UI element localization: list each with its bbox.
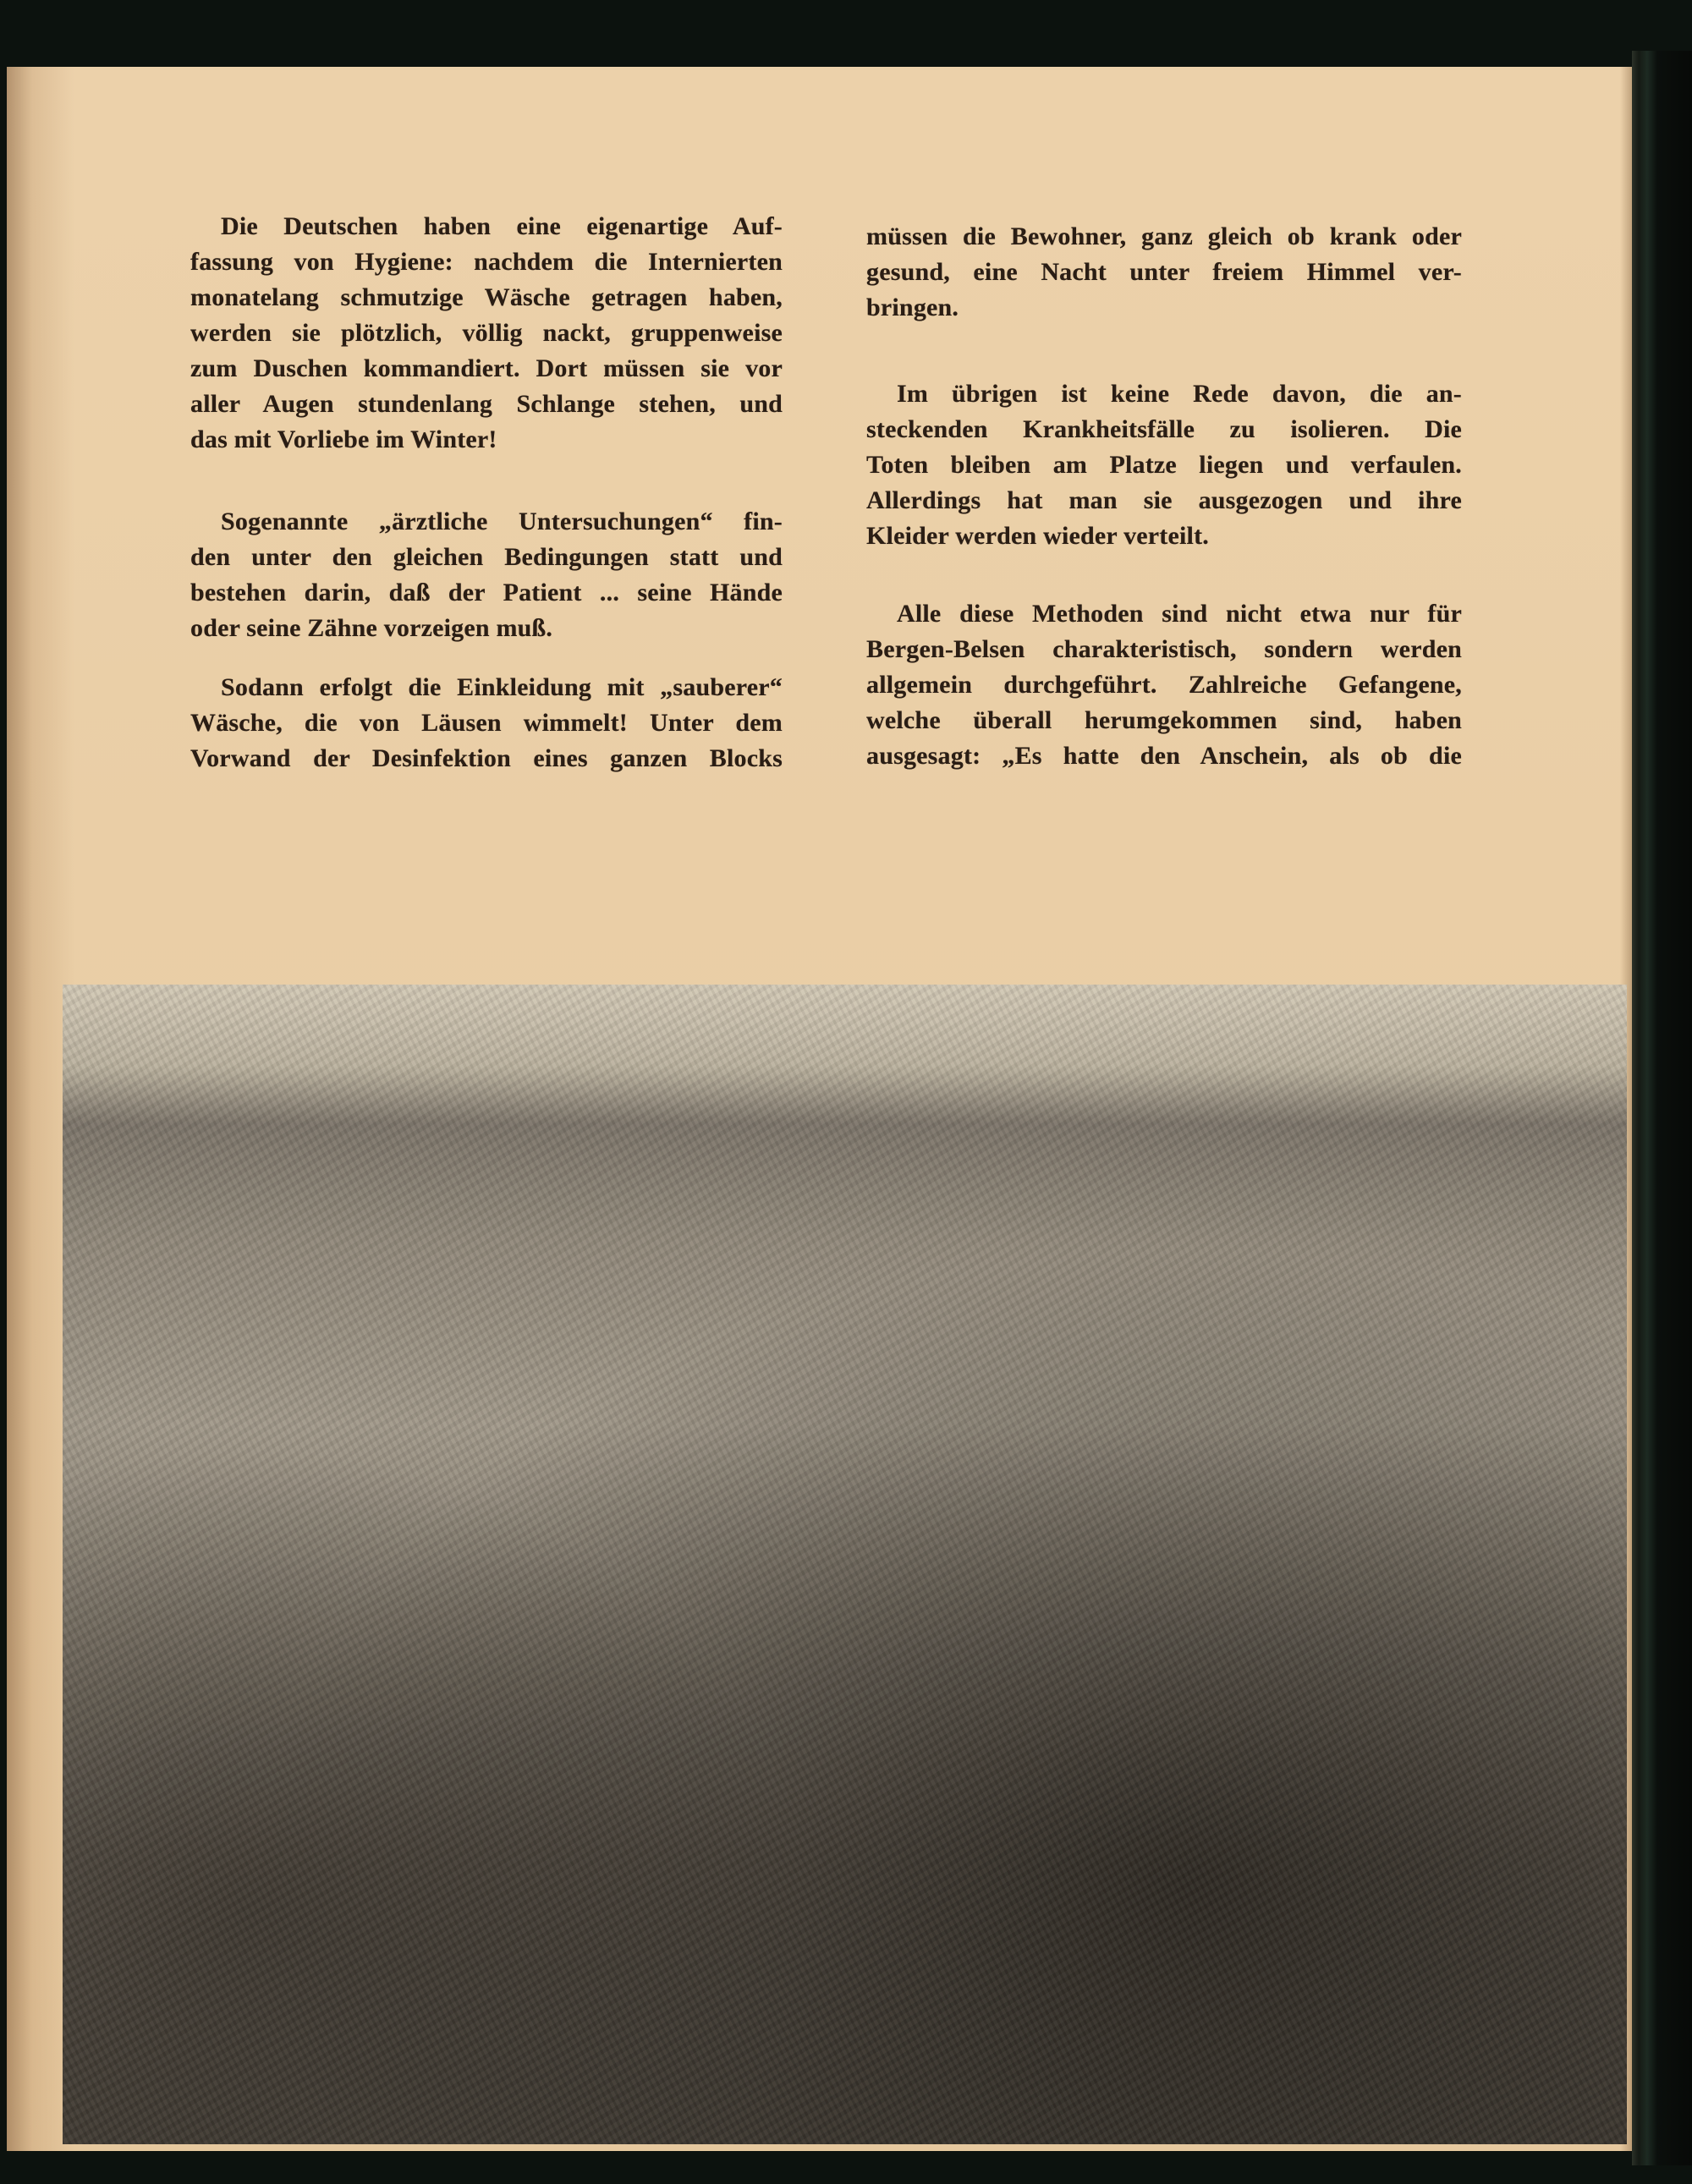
- text-line: steckenden Krankheitsfälle zu isolieren. Die: [866, 415, 1462, 443]
- text-line: Alle diese Methoden sind nicht etwa nur für: [897, 600, 1462, 628]
- text-line: Im übrigen ist keine Rede davon, die an-: [897, 380, 1462, 408]
- text-line: Toten bleiben am Platze liegen und verfaulen.: [866, 451, 1462, 479]
- text-line: allgemein durchgeführt. Zahlreiche Gefangene,: [866, 671, 1462, 699]
- paragraph: [190, 209, 783, 458]
- historical-photograph: [63, 985, 1627, 2144]
- text-line: werden sie plötzlich, völlig nackt, gruppenweise: [190, 319, 783, 347]
- text-line: zum Duschen kommandiert. Dort müssen sie vor: [190, 354, 783, 382]
- text-line: Die Deutschen haben eine eigenartige Auf-: [221, 212, 783, 240]
- text-line: den unter den gleichen Bedingungen statt und: [190, 543, 783, 571]
- text-line: Kleider werden wieder verteilt.: [866, 522, 1209, 550]
- paragraph: [866, 219, 1462, 326]
- text-line: monatelang schmutzige Wäsche getragen haben,: [190, 283, 783, 311]
- text-line: fassung von Hygiene: nachdem die Internierten: [190, 248, 783, 276]
- text-line: das mit Vorliebe im Winter!: [190, 425, 497, 453]
- text-line: ausgesagt: „Es hatte den Anschein, als ob die: [866, 742, 1462, 770]
- text-line: Bergen-Belsen charakteristisch, sondern werden: [866, 635, 1462, 663]
- text-line: bestehen darin, daß der Patient ... seine Hände: [190, 579, 783, 606]
- book-binding: [1632, 51, 1692, 2165]
- text-line: aller Augen stundenlang Schlange stehen, und: [190, 390, 783, 418]
- document-page: [7, 67, 1632, 2151]
- text-line: oder seine Zähne vorzeigen muß.: [190, 614, 553, 642]
- text-line: gesund, eine Nacht unter freiem Himmel ver-: [866, 258, 1462, 286]
- text-line: Wäsche, die von Läusen wimmelt! Unter dem: [190, 709, 783, 737]
- paragraph: [866, 376, 1462, 554]
- paragraph: [866, 596, 1462, 774]
- text-line: welche überall herumgekommen sind, haben: [866, 706, 1462, 734]
- text-line: bringen.: [866, 294, 959, 321]
- paragraph: [190, 670, 783, 776]
- text-line: müssen die Bewohner, ganz gleich ob krank oder: [866, 222, 1462, 250]
- paragraph: [190, 504, 783, 646]
- text-line: Sodann erfolgt die Einkleidung mit „sauberer“: [221, 673, 783, 701]
- text-line: Sogenannte „ärztliche Untersuchungen“ fin-: [221, 508, 783, 535]
- text-line: Vorwand der Desinfektion eines ganzen Blocks: [190, 744, 783, 772]
- text-line: Allerdings hat man sie ausgezogen und ihre: [866, 486, 1462, 514]
